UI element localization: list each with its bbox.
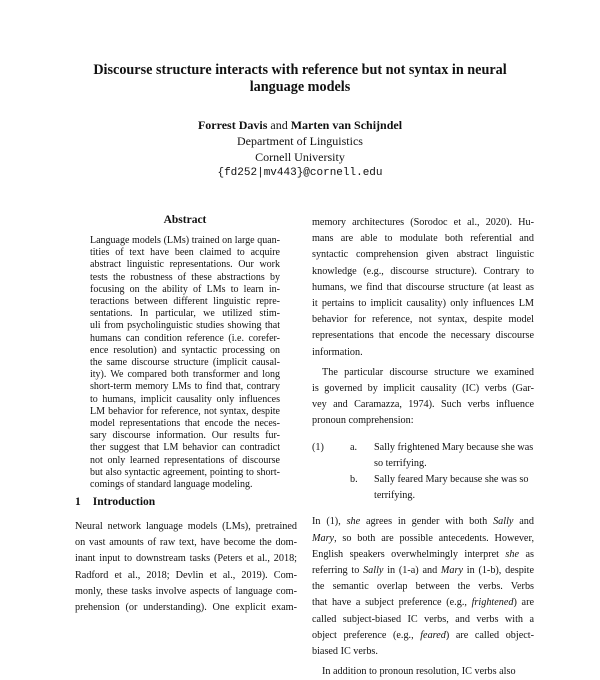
p3-line-8: object preference (e.g., feared) are called object- xyxy=(312,629,535,641)
p3-line-9: biased IC verbs. xyxy=(312,646,378,658)
author-1: Forrest Davis xyxy=(197,118,268,132)
text-line: information. xyxy=(312,346,363,358)
paper-title xyxy=(60,62,540,96)
text-line: prehension (or understanding). One explicit exam- xyxy=(75,602,297,614)
example-a xyxy=(312,440,534,456)
example-b-text: Sally feared Mary because she was so xyxy=(374,474,529,486)
author-department: Department of Linguistics xyxy=(237,134,363,148)
text-line: LM behavior for reference, not syntax, despite xyxy=(90,405,280,417)
title-line-1: Discourse structure interacts with reference but not syntax in neural xyxy=(93,62,507,78)
p3-line-3: English speakers overwhelmingly interpret she as xyxy=(312,548,534,560)
text-line: teractions between different linguistic repre- xyxy=(90,296,280,308)
paragraph-1 xyxy=(312,215,534,361)
text-line: ence resolution) and syntactic processing on xyxy=(90,344,280,356)
introduction-body xyxy=(75,519,297,616)
text-line: it pertains to implicit causality) only influences LM xyxy=(312,298,534,310)
p3-line-5: the semantic overlap between the verbs. Verbs xyxy=(312,581,534,593)
text-line: Radford et al., 2018; Devlin et al., 2019). Com- xyxy=(75,569,297,581)
paragraph-4: In addition to pronoun resolution, IC verbs also xyxy=(322,666,516,678)
text-line: abstract linguistic representations. Our work xyxy=(90,259,280,271)
right-column xyxy=(312,215,534,680)
text-line: tities of text have been claimed to acquire xyxy=(90,247,280,259)
text-line: representations that encode the necessary discourse xyxy=(312,330,534,342)
p3-line-1: In (1), she agrees in gender with both Sally and xyxy=(312,516,534,528)
author-email: {fd252|mv443}@cornell.edu xyxy=(217,167,383,179)
text-line: on vast amounts of raw text, have become the dom- xyxy=(75,537,297,549)
section-number: 1 xyxy=(75,496,81,508)
text-line: Language models (LMs) trained on large quan- xyxy=(90,235,280,246)
text-line: knowledge (e.g., discourse structure). Contrary to xyxy=(312,265,534,277)
text-line: tests the robustness of these abstractions by xyxy=(90,271,280,283)
text-line: not only learned representations of discourse xyxy=(90,454,280,466)
text-line: comings of standard language modeling. xyxy=(90,479,253,491)
text-line: pronoun comprehension: xyxy=(312,415,414,427)
example-a-text: Sally frightened Mary because she was xyxy=(374,441,534,453)
author-university: Cornell University xyxy=(255,150,345,164)
author-names xyxy=(60,117,540,133)
text-line: sary discourse information. Our results fur- xyxy=(90,430,280,442)
author-2: Marten van Schijndel xyxy=(290,118,403,132)
text-line: behavior for reference, not syntax, despite model xyxy=(312,314,534,326)
paragraph-2 xyxy=(312,365,534,430)
title-line-2: language models xyxy=(249,79,351,95)
p3-line-7: called subject-biased IC verbs, and verbs with a xyxy=(312,613,534,625)
example-a-label: a. xyxy=(350,441,358,453)
section-title: Introduction xyxy=(92,496,156,508)
p3-line-4: referring to Sally in (1-a) and Mary in (1-b), despite xyxy=(312,565,534,577)
text-line: but also syntactic agreement, pointing to short- xyxy=(90,466,280,478)
introduction-heading xyxy=(75,496,155,508)
text-line: to humans, implicit causality only influences xyxy=(90,393,280,405)
text-line: ity). We compared both transformer and long xyxy=(90,369,280,381)
example-b xyxy=(312,472,534,488)
p3-line-2: Mary, so both are possible antecedents. However, xyxy=(312,532,534,544)
text-line: mans are able to modulate both referential and xyxy=(312,233,534,245)
text-line: Neural network language models (LMs), pretrained xyxy=(75,521,297,532)
text-line: inant input to downstream tasks (Peters et al., 2018; xyxy=(75,553,297,565)
text-line: humans can condition reference (i.e. corefer- xyxy=(90,332,280,344)
text-line: ther suggest that LM behavior can contradict xyxy=(90,442,280,454)
example-a-continued: so terrifying. xyxy=(374,457,427,469)
text-line: focusing on the ability of LMs to learn in- xyxy=(90,283,280,295)
text-line: monly, these tasks involve aspects of language com- xyxy=(75,585,297,597)
example-1 xyxy=(312,440,534,505)
text-line: the same discourse structure (implicit causal- xyxy=(90,357,280,369)
text-line: syntactic comprehension given abstract linguistic xyxy=(312,249,534,261)
text-line: sentations. In particular, we utilized stim- xyxy=(90,308,280,320)
text-line: memory architectures (Sorodoc et al., 2020). Hu- xyxy=(312,217,534,228)
example-b-label: b. xyxy=(350,474,358,486)
text-line: The particular discourse structure we examined xyxy=(322,366,534,378)
author-and: and xyxy=(270,118,288,132)
text-line: vey and Caramazza, 1974). Such verbs influence xyxy=(312,399,534,411)
text-line: is governed by implicit causality (IC) verbs (Gar- xyxy=(312,383,534,395)
example-b-continued: terrifying. xyxy=(374,490,416,502)
paragraph-3 xyxy=(312,514,534,660)
abstract-body xyxy=(90,235,280,491)
author-block xyxy=(60,117,540,181)
text-line: short-term memory LMs to find that, contrary xyxy=(90,381,280,393)
abstract-heading: Abstract xyxy=(163,214,207,226)
text-line: model representations that encode the neces- xyxy=(90,418,280,430)
example-number: (1) xyxy=(312,441,324,453)
text-line: humans, we find that discourse structure (at least as xyxy=(312,281,534,293)
text-line: uli from psycholinguistic studies showing that xyxy=(90,320,280,332)
p3-line-6: that have a subject preference (e.g., frightened) are xyxy=(312,597,534,609)
